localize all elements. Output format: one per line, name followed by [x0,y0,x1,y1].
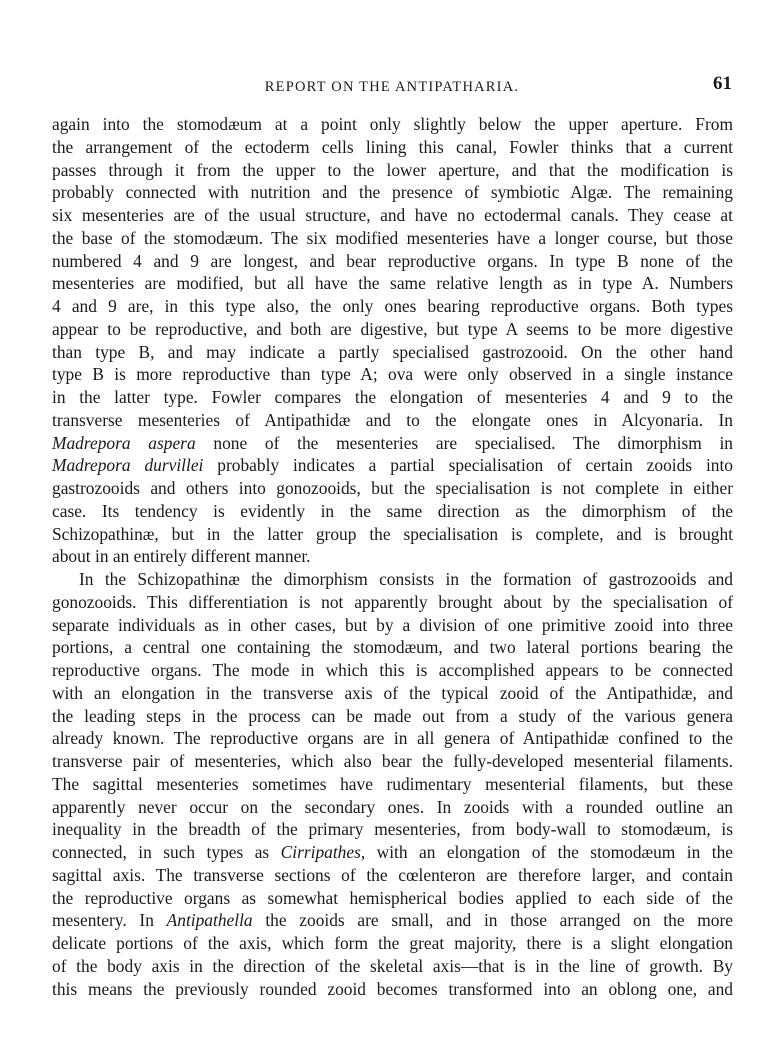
text-line: In the Schizopathinæ the dimorphism consists in the formation of gastrozooids and [79,569,733,589]
text-line: transverse pair of mesenteries, which also bear the fully-developed mesenterial filaments. [52,751,733,771]
text-line: again into the stomodæum at a point only slightly below the upper aperture. From [52,114,733,134]
text-line: transverse mesenteries of Antipathidæ and to the elongate ones in Alcyonaria. In [52,409,733,430]
text-line: delicate portions of the axis, which form the great majority, there is a slight elongation [52,933,733,953]
text-line: in the latter type. Fowler compares the elongation of mesenteries 4 and 9 to the [52,387,733,407]
text-line: this means the previously rounded zooid becomes transformed into an oblong one, and [52,978,733,999]
text-line: type B is more reproductive than type A; ova were only observed in a single instance [52,364,733,385]
text-line: reproductive organs. The mode in which this is accomplished appears to be connected [52,660,733,680]
genus-name-italic: Antipathella [166,910,253,931]
text-line: appear to be reproductive, and both are digestive, but type A seems to be more digestive [52,318,733,339]
page-number: 61 [713,73,732,94]
text-span: mesentery. In [52,910,167,931]
text-line: numbered 4 and 9 are longest, and bear reproductive organs. In type B none of the [52,250,733,271]
text-span: none of the mesenteries are specialised. The dimorphism in [195,432,733,453]
text-span: , with an elongation of the stomodæum in the [360,842,733,862]
text-line: 4 and 9 are, in this type also, the only ones bearing reproductive organs. Both types [52,296,733,316]
paragraph-2 [52,568,733,1000]
text-span: the zooids are small, and in those arranged on the more [252,910,733,931]
running-title: REPORT ON THE ANTIPATHARIA. [264,79,520,95]
species-name-italic: Madrepora durvillei [52,455,204,476]
text-span: connected, in such types as [52,842,281,862]
text-line: of the body axis in the direction of the skeletal axis—that is in the line of growth. By [52,955,733,976]
text-line [52,454,733,477]
text-line: inequality in the breadth of the primary mesenteries, from body-wall to stomodæum, is [52,819,733,840]
text-line: the base of the stomodæum. The six modified mesenteries have a longer course, but those [52,227,733,248]
running-header [52,73,732,97]
text-line: six mesenteries are of the usual structure, and have no ectodermal canals. They cease at [52,205,733,225]
text-line: The sagittal mesenteries sometimes have rudimentary mesenterial filaments, but these [52,773,733,794]
text-line: sagittal axis. The transverse sections of the cœlenteron are therefore larger, and contain [52,864,733,885]
text-line: case. Its tendency is evidently in the same direction as the dimorphism of the [52,500,733,521]
text-line: mesenteries are modified, but all have the same relative length as in type A. Numbers [52,273,733,294]
text-line: probably connected with nutrition and the presence of symbiotic Algæ. The remaining [52,182,733,203]
text-line: about in an entirely different manner. [52,546,311,567]
text-line: Schizopathinæ, but in the latter group the specialisation is complete, and is brought [52,523,733,544]
text-line: separate individuals as in other cases, but by a division of one primitive zooid into three [52,614,733,635]
text-line [52,432,733,455]
text-line: gastrozooids and others into gonozooids, but the specialisation is not complete in either [52,478,733,498]
text-line: portions, a central one containing the stomodæum, and two lateral portions bearing the [52,637,733,658]
text-line: apparently never occur on the secondary ones. In zooids with a rounded outline an [52,796,733,817]
paragraph-1 [52,113,733,568]
genus-name-italic: Cirripathes [280,842,361,862]
text-line: the reproductive organs as somewhat hemispherical bodies applied to each side of the [52,887,733,908]
text-line [52,841,733,864]
text-line: the arrangement of the ectoderm cells lining this canal, Fowler thinks that a current [52,136,733,157]
text-line: already known. The reproductive organs are in all genera of Antipathidæ confined to the [52,728,733,749]
text-line [52,909,733,932]
text-line: with an elongation in the transverse axis of the typical zooid of the Antipathidæ, and [52,682,733,703]
body-text [52,113,733,1000]
text-line: gonozooids. This differentiation is not apparently brought about by the specialisation of [52,591,733,612]
species-name-italic: Madrepora aspera [52,432,196,453]
text-line: passes through it from the upper to the lower aperture, and that the modification is [52,159,733,180]
text-line: the leading steps in the process can be made out from a study of the various genera [52,705,733,726]
text-span: probably indicates a partial specialisation of certain zooids into [203,455,734,476]
text-line: than type B, and may indicate a partly specialised gastrozooid. On the other hand [52,341,733,362]
